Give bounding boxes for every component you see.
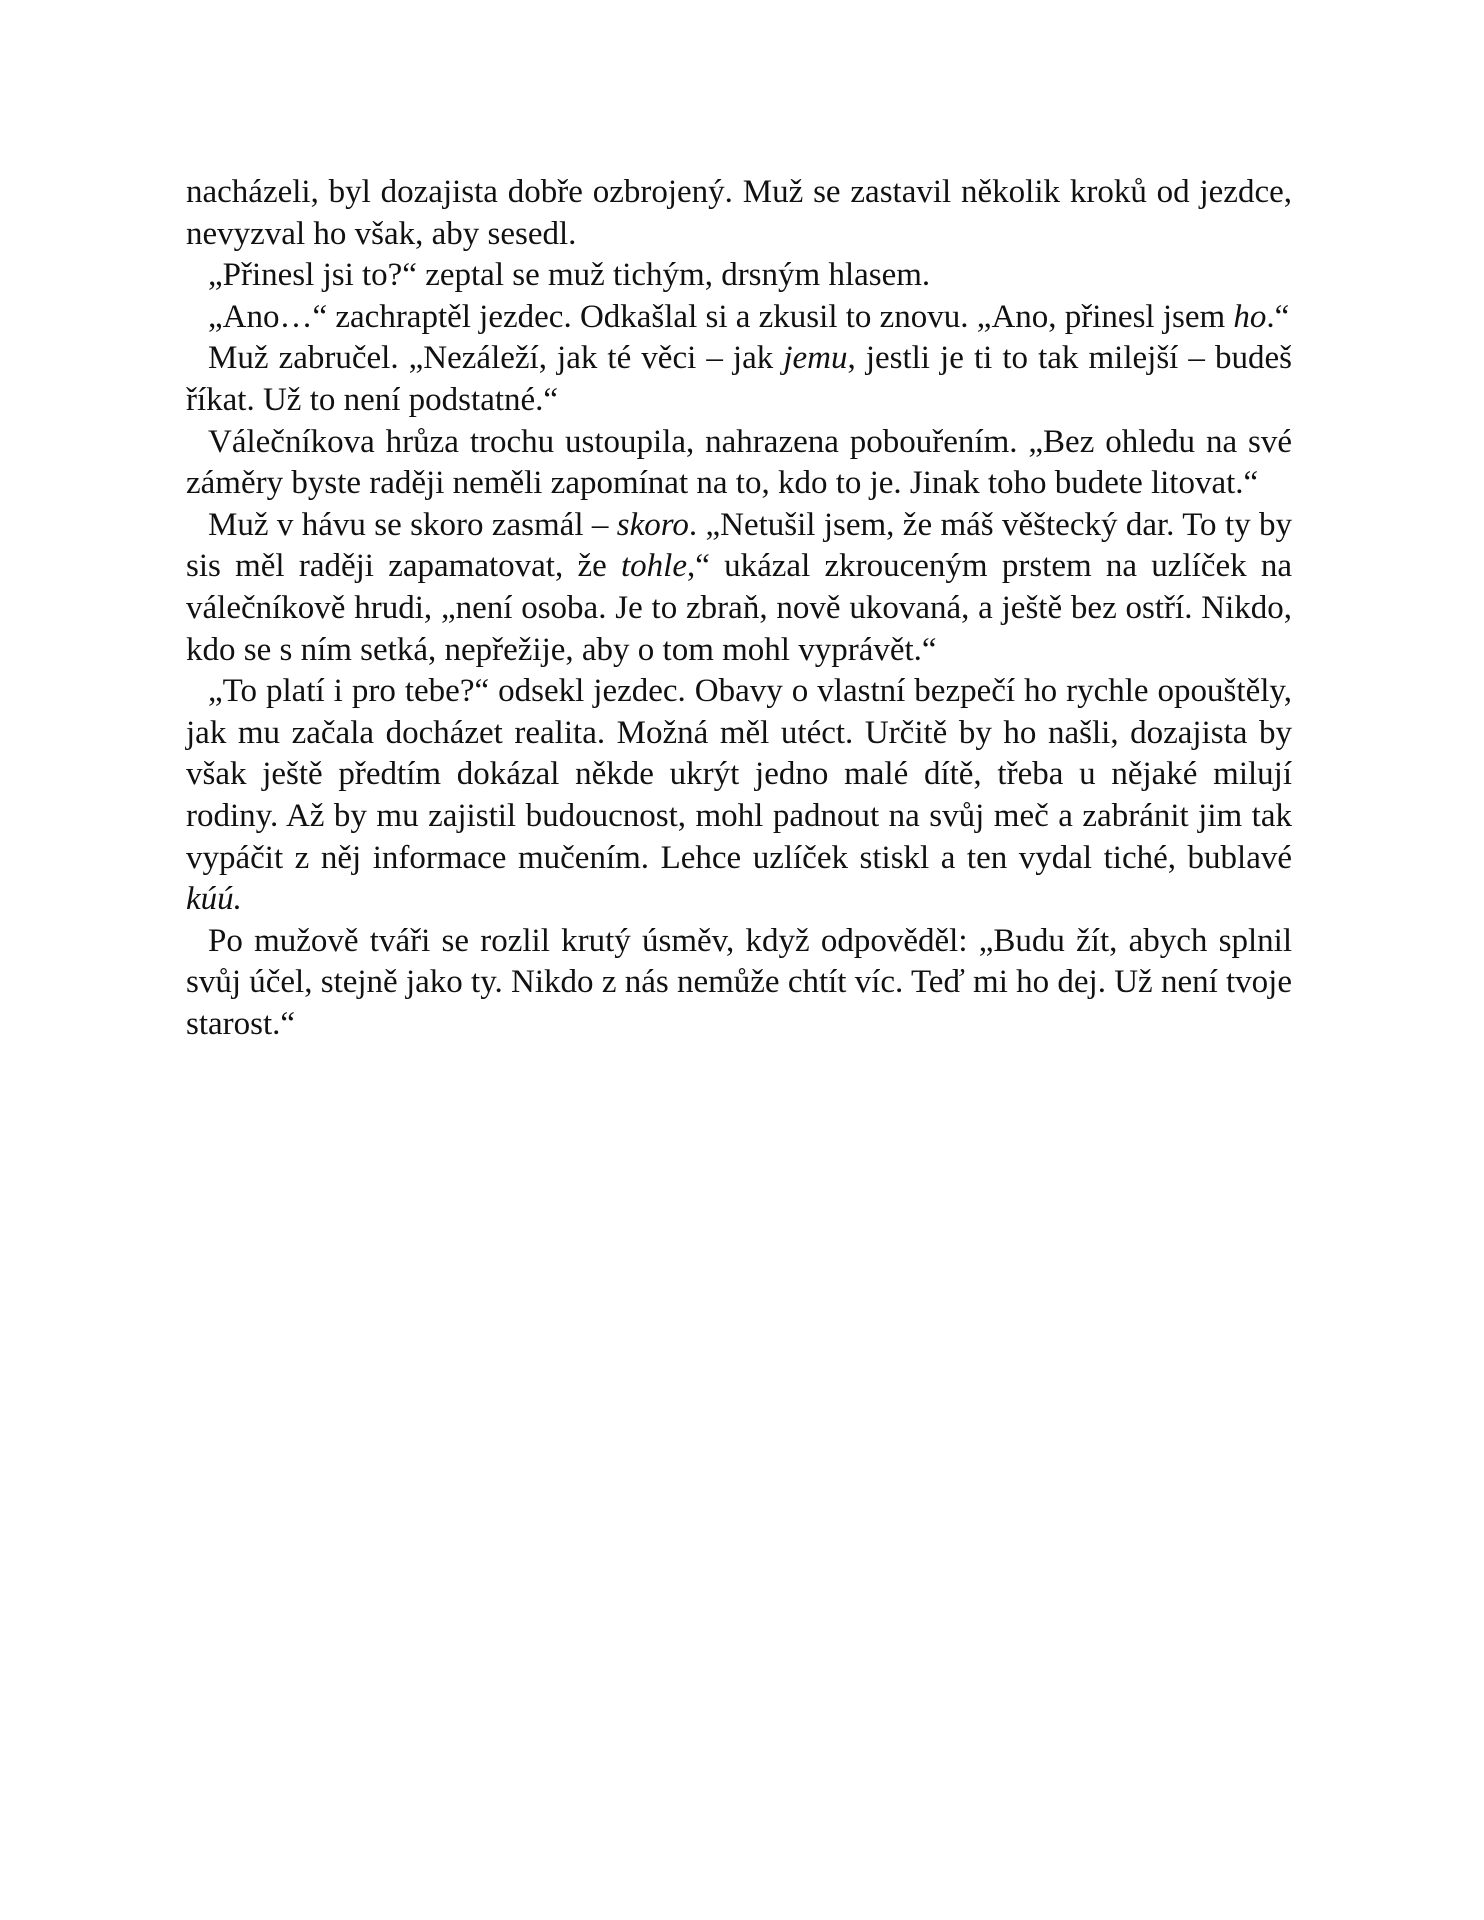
paragraph (186, 422, 1292, 505)
italic-text: skoro (616, 506, 689, 543)
text-run: „Přinesl jsi to?“ zeptal se muž tichým, drsným hlasem. (208, 257, 931, 294)
text-run: Po mužově tváři se rozlil krutý úsměv, když odpověděl: „Budu žít, abych splnil svůj účel, stejně jako ty. Nikdo z nás nemůže chtít víc. Teď mi ho dej. Už není tvoje starost.“ (186, 922, 1292, 1042)
text-run: . „Netušil jsem, že máš věštecký dar. To ty by sis měl raději zapamatovat, že (186, 506, 1292, 585)
text-run: .“ (1266, 298, 1290, 335)
text-run: Muž zabručel. „Nezáleží, jak té věci – jak (208, 340, 784, 377)
paragraph (186, 172, 1292, 255)
text-run: „To platí i pro tebe?“ odsekl jezdec. Obavy o vlastní bezpečí ho rychle opouštěly, jak mu začala docházet realita. Možná měl utéct. Určitě by ho našli, dozajista by však ještě předtím dokázal někde ukrýt jedno malé dítě, třeba u nějaké milují rodiny. Až by mu zajistil budoucnost, mohl padnout na svůj meč a zabránit jim tak vypáčit z něj informace mučením. Lehce uzlíček stiskl a ten vydal tiché, bublavé (186, 673, 1292, 876)
italic-text: tohle (621, 548, 687, 585)
italic-text: ho (1233, 298, 1267, 335)
text-run: , jestli je ti to tak milejší – budeš říkat. Už to není podstatné.“ (186, 340, 1292, 418)
text-run: Válečníkova hrůza trochu ustoupila, nahrazena pobouřením. „Bez ohledu na své záměry byste raději neměli zapomínat na to, kdo to je. Jinak toho budete litovat.“ (186, 423, 1292, 502)
paragraph (186, 505, 1292, 671)
paragraph (186, 297, 1292, 339)
text-run: „Ano…“ zachraptěl jezdec. Odkašlal si a zkusil to znovu. „Ano, přinesl jsem (208, 298, 1234, 335)
text-run: nacházeli, byl dozajista dobře ozbrojený. Muž se zastavil několik kroků od jezdce, nevyzval ho však, aby sesedl. (186, 174, 1292, 252)
italic-text: kúú. (186, 881, 242, 918)
body-text (186, 172, 1292, 1045)
paragraph (186, 671, 1292, 921)
text-run: Muž v hávu se skoro zasmál – (208, 506, 617, 543)
paragraph (186, 338, 1292, 421)
paragraph (186, 255, 1292, 297)
text-run: ,“ ukázal zkrouceným prstem na uzlíček na válečníkově hrudi, „není osoba. Je to zbraň, nově ukovaná, a ještě bez ostří. Nikdo, kdo se s ním setká, nepřežije, aby o tom mohl vyprávět.“ (186, 548, 1292, 668)
italic-text: jemu (783, 340, 848, 377)
paragraph (186, 921, 1292, 1046)
